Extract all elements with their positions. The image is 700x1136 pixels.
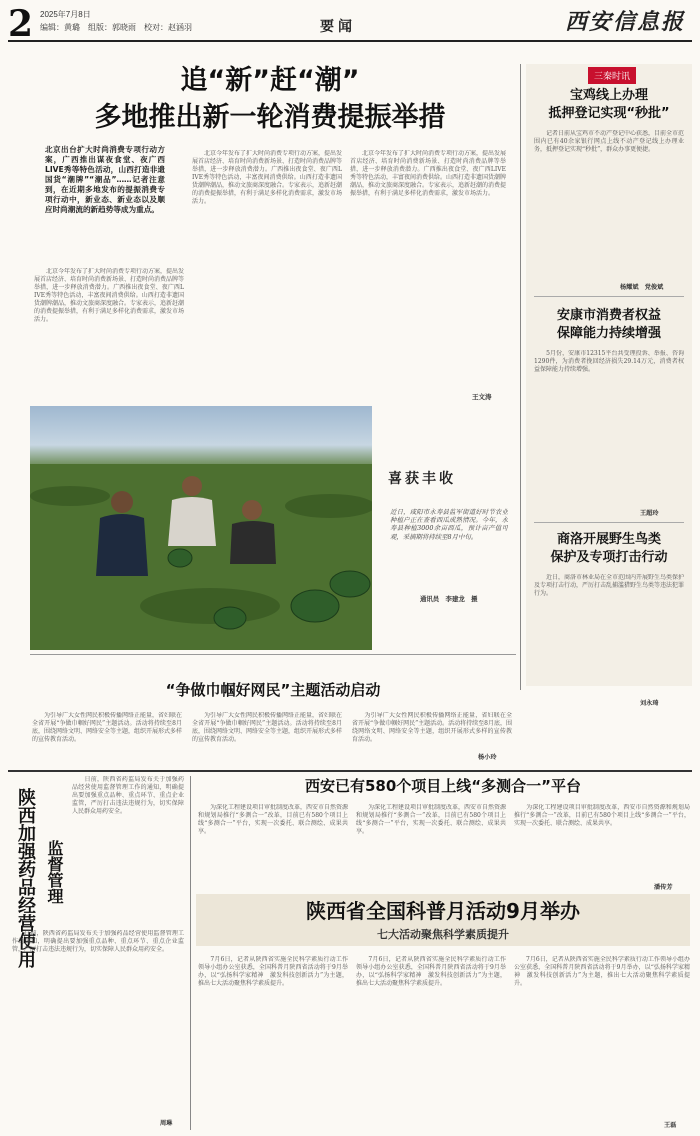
photo-caption: 近日，咸阳市永寿县监军街道好时节农业种植户正在查看西瓜成熟情况。今年，永寿县种植3000余亩西瓜，预计亩产值可观，采摘期将持续至8月中旬。 [390, 508, 508, 541]
science-headline: 陕西省全国科普月活动9月举办 [306, 899, 580, 923]
science-body-col3: 7月6日，记者从陕西省实施全民科学素质行动工作领导小组办公室获悉，全国科普月陕西省活动将于9月举办，以“弘扬科学家精神 激发科技创新活力”为主题，推出七大活动聚焦科学素质提升。 [514, 956, 690, 987]
pharma-divider [190, 776, 191, 1130]
lead-summary: 北京出台扩大时尚消费专项行动方案，广西推出谋夜食堂、夜广西LIVE秀等特色活动，山西打造非遗国货“潮牌”“潮品”……记者注意到，在近期多地发布的提振消费专项行动中，新业态、新业态以及顺应时尚潮流的新趋势等成为重点。 [45, 145, 165, 214]
sidebar-story2-byline: 王超玲 [640, 510, 659, 517]
science-subheadline: 七大活动聚焦科学素质提升 [377, 928, 509, 941]
sidebar-story2-body: 5月份，安康市12315平台共受理投诉、举报、咨询1290件，为消费者挽回经济损失29.14万元，消费者权益保障能力持续增强。 [534, 350, 684, 373]
sidebar-story2-title1: 安康市消费者权益 [556, 308, 661, 323]
pharma-headline-main: 陕西加强药品经营使用 [15, 788, 36, 968]
lead-body-col1: 北京今年发布了扩大时尚消费专项行动方案，提出发展首店经济、培育时尚消费新场景、打造时尚消费品牌等举措，进一步释放消费潜力。广西推出夜食堂、夜广西LIVE秀等特色活动，丰富夜间消费供给。山西打造非遗国货潮牌潮品，推动文旅商深度融合。专家表示，追新赶潮的消费提振举措，有利于满足多样化消费需求，激发市场活力。 [34, 268, 184, 323]
photo-caption-title: 喜获丰收 [388, 471, 456, 487]
pharma-body-bottom: 日前，陕西省药监局发布关于加强药品经营使用监督管理工作的通知，明确提出要加强重点品种、重点环节、重点企业监管，严厉打击违法违规行为，切实保障人民群众用药安全。 [12, 930, 184, 953]
section-rule-youth [30, 654, 516, 655]
youth-body-col1: 为引导广大女性网民积极传播网络正能量，省妇联在全省开展“争做巾帼好网民”主题活动。活动将持续至8月底，围绕网络文明、网络安全等主题，组织开展形式多样的宣传教育活动。 [32, 712, 182, 743]
lead-headline-line2: 多地推出新一轮消费提振举措 [94, 102, 446, 133]
sidebar-label: 三秦时讯 [588, 67, 636, 84]
sidebar-story3-body: 近日，商洛市林业局在全市范围内开展野生鸟类保护及专项打击行动，严厉打击乱捕滥猎野生鸟类等违法犯罪行为。 [534, 574, 684, 597]
lead-byline: 王文涛 [472, 393, 492, 401]
section-rule-lower [8, 770, 692, 772]
sidebar-story1-body: 记者日前从宝鸡市不动产登记中心获悉，目前全市范围内已有40余家银行网点上线不动产登记线上办理业务，抵押登记实现“秒批”，群众办事更便捷。 [534, 130, 684, 153]
xian-body-col3: 为深化工程建设项目审批制度改革，西安市自然资源和规划局推行“多测合一”改革，目前已有580个项目上线“多测合一”平台，实现一次委托、联合测绘、成果共享。 [514, 804, 690, 827]
xian-body-col2: 为深化工程建设项目审批制度改革，西安市自然资源和规划局推行“多测合一”改革，目前已有580个项目上线“多测合一”平台，实现一次委托、联合测绘、成果共享。 [356, 804, 506, 835]
xian-byline: 潘传芳 [654, 884, 673, 891]
youth-headline: “争做巾帼好网民”主题活动启动 [165, 681, 381, 699]
pharma-body-top: 日前，陕西省药监局发布关于加强药品经营使用监督管理工作的通知，明确提出要加强重点品种、重点环节、重点企业监管，严厉打击违法违规行为，切实保障人民群众用药安全。 [72, 776, 184, 815]
page-number: 2 [8, 3, 34, 45]
masthead-logo: 西安信息报 [565, 9, 686, 35]
sidebar-divider [520, 64, 521, 690]
sidebar-story1-byline: 杨耀斌 党俊斌 [620, 284, 664, 291]
xian-headline: 西安已有580个项目上线“多测合一”平台 [304, 777, 582, 795]
sidebar-story3-title1: 商洛开展野生鸟类 [556, 532, 661, 547]
youth-byline: 杨小玲 [478, 754, 497, 761]
xian-body-col1: 为深化工程建设项目审批制度改革，西安市自然资源和规划局推行“多测合一”改革，目前已有580个项目上线“多测合一”平台，实现一次委托、联合测绘、成果共享。 [198, 804, 348, 835]
section-title: 要闻 [320, 19, 356, 35]
sidebar-rule-1 [534, 296, 684, 297]
lead-body-col2: 北京今年发布了扩大时尚消费专项行动方案，提出发展首店经济、培育时尚消费新场景、打造时尚消费品牌等举措，进一步释放消费潜力。广西推出夜食堂、夜广西LIVE秀等特色活动，丰富夜间消费供给。山西打造非遗国货潮牌潮品，推动文旅商深度融合。专家表示，追新赶潮的消费提振举措，有利于满足多样化消费需求，激发市场活力。 [192, 150, 342, 205]
sidebar-rule-2 [534, 522, 684, 523]
science-body-col1: 7月6日，记者从陕西省实施全民科学素质行动工作领导小组办公室获悉，全国科普月陕西省活动将于9月举办，以“弘扬科学家精神 激发科技创新活力”为主题，推出七大活动聚焦科学素质提升。 [198, 956, 348, 987]
header-rule [8, 40, 692, 42]
youth-body-col2: 为引导广大女性网民积极传播网络正能量，省妇联在全省开展“争做巾帼好网民”主题活动。活动将持续至8月底，围绕网络文明、网络安全等主题，组织开展形式多样的宣传教育活动。 [192, 712, 342, 743]
sidebar-story1-title1: 宝鸡线上办理 [569, 88, 648, 103]
issue-date: 2025年7月8日 [40, 10, 91, 19]
sidebar-story3-title2: 保护及专项打击行动 [550, 550, 668, 565]
science-byline: 王磊 [664, 1122, 677, 1129]
photo-credit: 通讯员 李建龙 摄 [420, 595, 478, 603]
editors-line: 编辑：黄璐 组版：郭晓雨 校对：赵涵羽 [40, 23, 192, 32]
pharma-byline: 周琳 [160, 1120, 173, 1127]
sidebar-story2-title2: 保障能力持续增强 [556, 326, 661, 341]
lead-body-col3: 北京今年发布了扩大时尚消费专项行动方案，提出发展首店经济、培育时尚消费新场景、打造时尚消费品牌等举措，进一步释放消费潜力。广西推出夜食堂、夜广西LIVE秀等特色活动，丰富夜间消费供给。山西打造非遗国货潮牌潮品，推动文旅商深度融合。专家表示，追新赶潮的消费提振举措，有利于满足多样化消费需求，激发市场活力。 [350, 150, 506, 197]
pharma-headline-side: 监督管理 [45, 840, 64, 904]
sidebar-story3-byline: 刘永琦 [640, 700, 659, 707]
photo-scene [30, 406, 372, 650]
science-body-col2: 7月6日，记者从陕西省实施全民科学素质行动工作领导小组办公室获悉，全国科普月陕西省活动将于9月举办，以“弘扬科学家精神 激发科技创新活力”为主题，推出七大活动聚焦科学素质提升。 [356, 956, 506, 987]
lead-headline-line1: 追“新”赶“潮” [180, 65, 360, 96]
youth-body-col3: 为引导广大女性网民积极传播网络正能量，省妇联在全省开展“争做巾帼好网民”主题活动。活动将持续至8月底，围绕网络文明、网络安全等主题，组织开展形式多样的宣传教育活动。 [352, 712, 512, 743]
sidebar-story1-title2: 抵押登记实现“秒批” [548, 106, 670, 121]
harvest-photo [30, 406, 372, 650]
